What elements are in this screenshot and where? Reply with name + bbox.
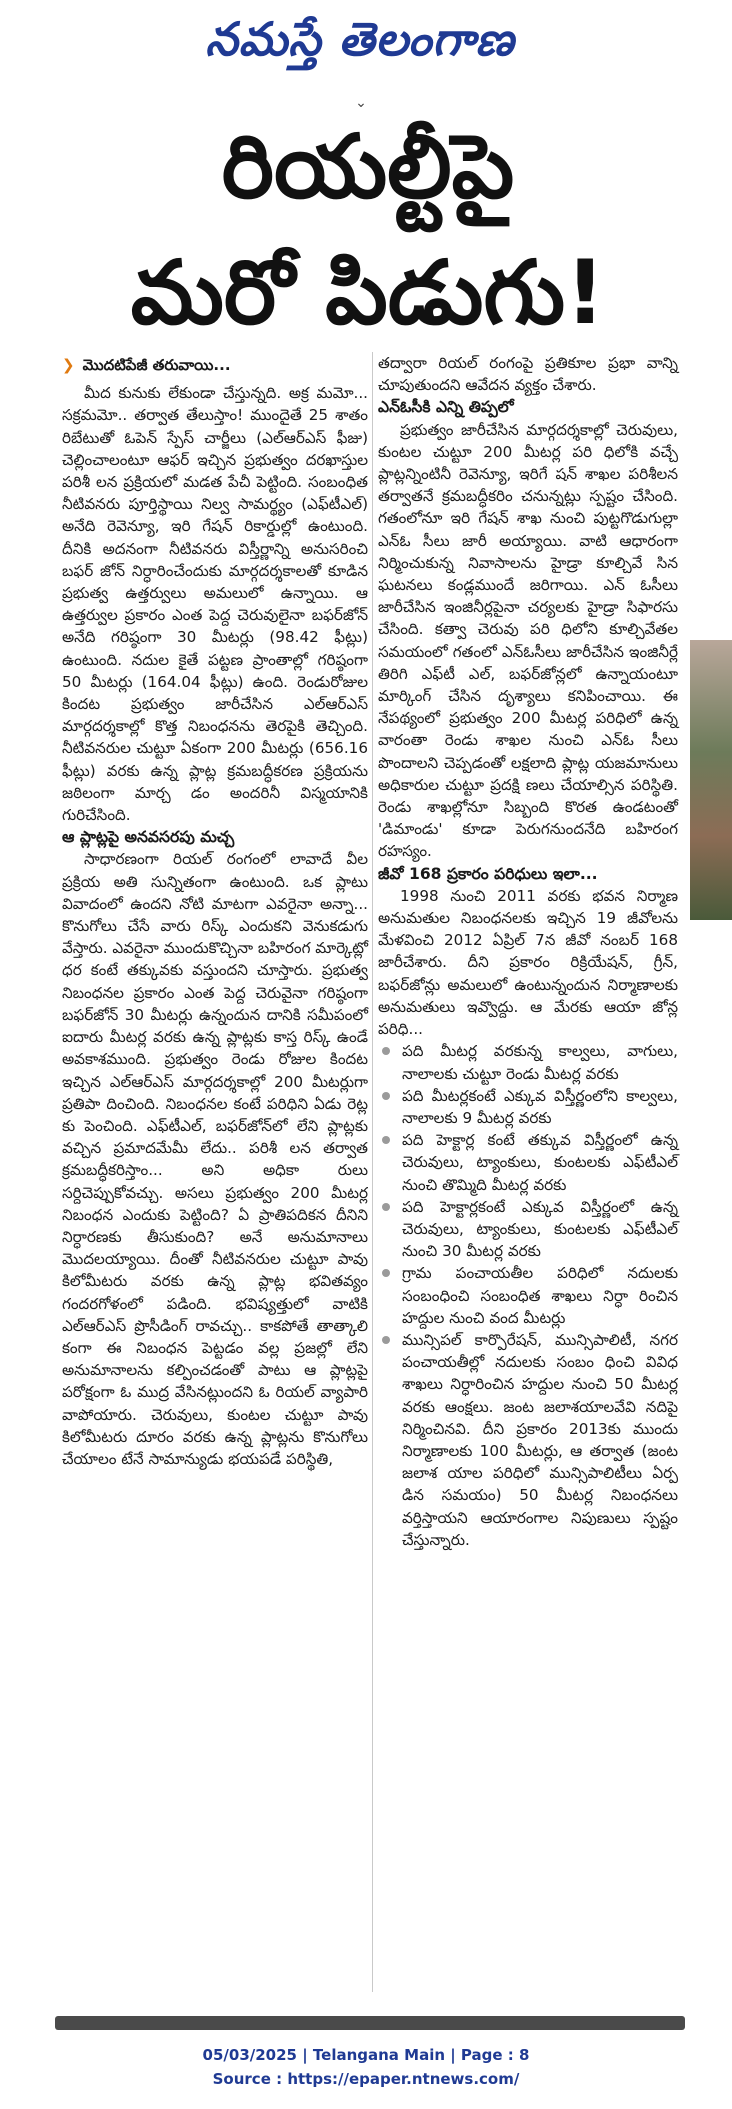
cut-off-next-headline <box>55 2016 685 2030</box>
left-paragraph-2: సాధారణంగా రియల్ రంగంలో లావాదే వీల ప్రక్రియ అతి సున్నితంగా ఉంటుంది. ఒక ప్లాటు వివాదంలో ఉందని నోటి మాటగా ఎవరైనా అన్నా... కొనుగోలు చేసే వారు రిస్క్ ఎందుకని వెనుకడుగు వేస్తారు. ఎవరైనా ముందుకొచ్చినా బహిరంగ మార్కెట్లో ధర కంటే తక్కువకు వస్తుందని చూస్తారు. ప్రభుత్వ నిబంధనల ప్రకారం ఎంత పెద్ద చెరువైనా గరిష్ఠంగా బఫర్‌జోన్ 30 మీటర్లు ఉన్నందున దానికి సమీపంలో ఐదారు మీటర్ల వరకు ఉన్న ప్లాట్లకు కాస్త రిస్క్ ఉండే అవకాశముంది. ప్రభుత్వం రెండు రోజుల కిందట ఇచ్చిన ఎల్ఆర్ఎస్ మార్గదర్శకాల్లో 200 మీటర్లుగా ప్రతిపా దించింది. నిబంధనల కంటే పరిధిని ఏడు రెట్ల కు పెంచింది. ఎఫ్‌టీఎల్, బఫర్‌జోన్‌లో లేని ప్లాట్లకు వచ్చిన ప్రమాదమేమీ లేదు.. పరిశీ లన తర్వాత క్రమబద్ధీకరిస్తాం... అని అధికా రులు సర్దిచెప్పుకోవచ్చు. అసలు ప్రభుత్వం 200 మీటర్ల నిబంధన ఎందుకు పెట్టింది? ఏ ప్రాతిపదికన దీనిని నిర్ధారణకు తీసుకుంది? అనే అనుమానాలు మొదలయ్యాయి. దీంతో నీటివనరుల చుట్టూ పావు కిలోమీటరు వరకు ఉన్న ప్లాట్ల భవితవ్యం గందరగోళంలో పడింది. భవిష్యత్తులో వాటికి ఎల్ఆర్ఎస్ ప్రొసీడింగ్ రావచ్చు.. కాకపోతే తాత్కాలి కంగా ఈ నిబంధన పెట్టడం వల్ల ప్రజల్లో లేని అనుమానాలను కల్పించడంతో పాటు ఆ ప్లాట్లపై పరోక్షంగా ఓ ముద్ర వేసినట్లుందని ఓ రియల్ వ్యాపారి వాపోయారు. చెరువులు, కుంటల చుట్టూ పావు కిలోమీటరు దూరం వరకు ఉన్న ప్లాట్లను కొనుగోలు చేయాలం టేనే సామాన్యుడు భయపడే పరిస్థితి, <box>62 850 368 1468</box>
headline-line-2: మరో పిడుగు! <box>130 241 606 344</box>
article-left-column <box>62 352 368 1470</box>
list-item: పది మీటర్ల వరకున్న కాల్వలు, వాగులు, నాలాలకు చుట్టూ రెండు మీటర్ల వరకు <box>378 1040 678 1084</box>
list-item: పది హెక్టార్ల కంటే తక్కువ విస్తీర్ణంలో ఉన్న చెరువులు, ట్యాంకులు, కుంటలకు ఎఫ్‌టీఎల్ నుంచి తొమ్మిది మీటర్ల వరకు <box>378 1129 678 1196</box>
left-paragraph-1: మీద కునుకు లేకుండా చేస్తున్నది. అక్ర మమో... సక్రమమో.. తర్వాత తేలుస్తాం! ముందైతే 25 శాతం రిబేటుతో ఓపెన్ స్పేస్ చార్జీలు (ఎల్ఆర్ఎస్ ఫీజు) చెల్లించాలంటూ ఆఫర్ ఇచ్చిన ప్రభుత్వం దరఖాస్తుల పరిశీ లన ప్రక్రియలో మడత పేచీ పెట్టింది. సంబంధిత నీటివనరు పూర్తిస్థాయి నిల్వ సామర్థ్యం (ఎఫ్‌టీఎల్) అనేది రెవెన్యూ, ఇరి గేషన్ రికార్డుల్లో ఉంటుంది. దీనికి అదనంగా నీటివనరు విస్తీర్ణాన్ని అనుసరించి బఫర్ జోన్ నిర్ధారించేందుకు మార్గదర్శకాలతో కూడిన ప్రభుత్వ ఉత్తర్వులు అమలులో ఉన్నాయి. ఆ ఉత్తర్వుల ప్రకారం ఎంత పెద్ద చెరువులైనా బఫర్‌జోన్ అనేది గరిష్ఠంగా 30 మీటర్లు (98.42 ఫీట్లు) ఉంటుంది. నదుల కైతే పట్టణ ప్రాంతాల్లో గరిష్ఠంగా 50 మీటర్లు (164.04 ఫీట్లు) ఉంది. రెండురోజుల కిందట ప్రభుత్వం జారీచేసిన ఎల్ఆర్ఎస్ మార్గదర్శకాల్లో కొత్త నిబంధనను తెరపైకి తెచ్చింది. నీటివనరుల చుట్టూ ఏకంగా 200 మీటర్లు (656.16 ఫీట్లు) వరకు ఉన్న ప్లాట్ల క్రమబద్ధీకరణ ప్రక్రియను జఠిలంగా మార్చ డం అందరినీ విస్మయానికి గురిచేసింది. <box>62 384 368 825</box>
list-item: పది హెక్టార్లకంటే ఎక్కువ విస్తీర్ణంలో ఉన్న చెరువులు, ట్యాంకులు, కుంటలకు ఎఫ్‌టీఎల్ నుంచి 30 మీటర్ల వరకు <box>378 1196 678 1263</box>
subheading-go-168: జీవో 168 ప్రకారం పరిధులు ఇలా... <box>378 864 598 883</box>
zone-limits-list <box>378 1040 678 1551</box>
chevron-down-icon: ⌄ <box>355 95 367 111</box>
headline-line-1: రియల్టీపై <box>221 115 515 218</box>
newspaper-logo: నమస్తే తెలంగాణ <box>205 12 515 66</box>
adjacent-article-cutoff <box>690 140 732 2040</box>
list-item: గ్రామ పంచాయతీల పరిధిలో నదులకు సంబంధించి సంబంధిత శాఖలు నిర్ధా రించిన హద్దుల నుంచి వంద మీటర్లు <box>378 1262 678 1329</box>
column-divider <box>372 352 373 1992</box>
footer-date-line: 05/03/2025 | Telangana Main | Page : 8 <box>202 2046 530 2064</box>
subheading-plots-stain: ఆ ప్లాట్లపై అనవసరపు మచ్చ <box>62 828 235 847</box>
continued-label <box>62 354 368 376</box>
list-item: పది మీటర్లకంటే ఎక్కువ విస్తీర్ణంలోని కాల్వలు, నాలాలకు 9 మీటర్ల వరకు <box>378 1085 678 1129</box>
footer-source-link[interactable]: Source : https://epaper.ntnews.com/ <box>212 2070 520 2088</box>
masthead <box>0 0 732 78</box>
list-item: మున్సిపల్ కార్పొరేషన్, మున్సిపాలిటీ, నగర పంచాయతీల్లో నదులకు సంబం ధించి వివిధ శాఖలు నిర్ధారించిన హద్దుల నుంచి 50 మీటర్ల వరకు ఆంక్షలు. జంట జలాశయాలవేవి నదిపై నిర్మించినవి. దీని ప్రకారం 2013కు ముందు నిర్మాణాలకు 100 మీటర్లు, ఆ తర్వాత (జంట జలాశ యాల పరిధిలో మున్సిపాలిటీలు ఏర్ప డిన సమయం) 50 మీటర్ల నిబంధనలు వర్తిస్తాయని ఆయారంగాల నిపుణులు స్పష్టం చేస్తున్నారు. <box>378 1329 678 1551</box>
right-paragraph-2: 1998 నుంచి 2011 వరకు భవన నిర్మాణ అనుమతుల నిబంధనలకు ఇచ్చిన 19 జీవోలను మేళవించి 2012 ఏప్రిల్ 7న జీవో నంబర్ 168 జారీచేశారు. దీని ప్రకారం రిక్రియేషన్, గ్రీన్, బఫర్‌జోన్లు అమలులో ఉంటున్నందున నిర్మాణాలకు అనుమతులు ఇవ్వొద్దు. ఆ మేరకు ఆయా జోన్ల పరిధి... <box>378 886 678 1039</box>
right-paragraph-0: తద్వారా రియల్ రంగంపై ప్రతికూల ప్రభా వాన్ని చూపుతుందని ఆవేదన వ్యక్తం చేశారు. <box>378 354 678 395</box>
cropped-photo <box>690 640 732 920</box>
continued-text: మొదటిపేజీ తరువాయి... <box>82 356 231 374</box>
article-right-column <box>378 352 678 1551</box>
chevron-right-icon: ❯ <box>62 356 75 374</box>
subheading-noc: ఎన్ఓసీకి ఎన్ని తిప్పలో <box>378 398 514 417</box>
right-paragraph-1: ప్రభుత్వం జారీచేసిన మార్గదర్శకాల్లో చెరువులు, కుంటల చుట్టూ 200 మీటర్ల పరి ధిలోకి వచ్చే ప్లాట్లన్నింటినీ రెవెన్యూ, ఇరిగే షన్ శాఖల పరిశీలన తర్వాతనే క్రమబద్ధీకరిం చనున్నట్లు స్పష్టం చేసింది. గతంలోనూ ఇరి గేషన్ శాఖ నుంచి పుట్టగొడుగుల్లా ఎన్ఓ సీలు జారీ అయ్యాయి. వాటి ఆధారంగా నిర్మించుకున్న నివాసాలను హైడ్రా కూల్చివే సిన ఘటనలు కండ్లముందే జరిగాయి. ఎన్ ఓసీలు జారీచేసిన ఇంజినీర్లపైనా చర్యలకు హైడ్రా సిఫారసు చేసింది. కత్వా చెరువు పరి ధిలోని కూల్చివేతల సమయంలో గతంలో ఎన్ఓసీలు జారీచేసిన ఇంజినీర్లే తిరిగి ఎఫ్‌టీ ఎల్, బఫర్‌జోన్లలో ఉన్నాయంటూ మార్కింగ్ చేసిన దృశ్యాలు కనిపించాయి. ఈ నేపథ్యంలో ప్రభుత్వం 200 మీటర్ల పరిధిలో ఉన్న వారంతా రెండు శాఖల నుంచి ఎన్ఓ సీలు పొందాలని చెప్పడంతో లక్షలాది ప్లాట్ల యజమానులు అధికారుల చుట్టూ ప్రదక్షి ణలు చేయాల్సిన పరిస్థితి. రెండు శాఖల్లోనూ సిబ్బంది కొరత ఉండటంతో 'డిమాండు' కూడా పెరుగనుందనేది బహిరంగ రహస్యం. <box>378 420 678 861</box>
